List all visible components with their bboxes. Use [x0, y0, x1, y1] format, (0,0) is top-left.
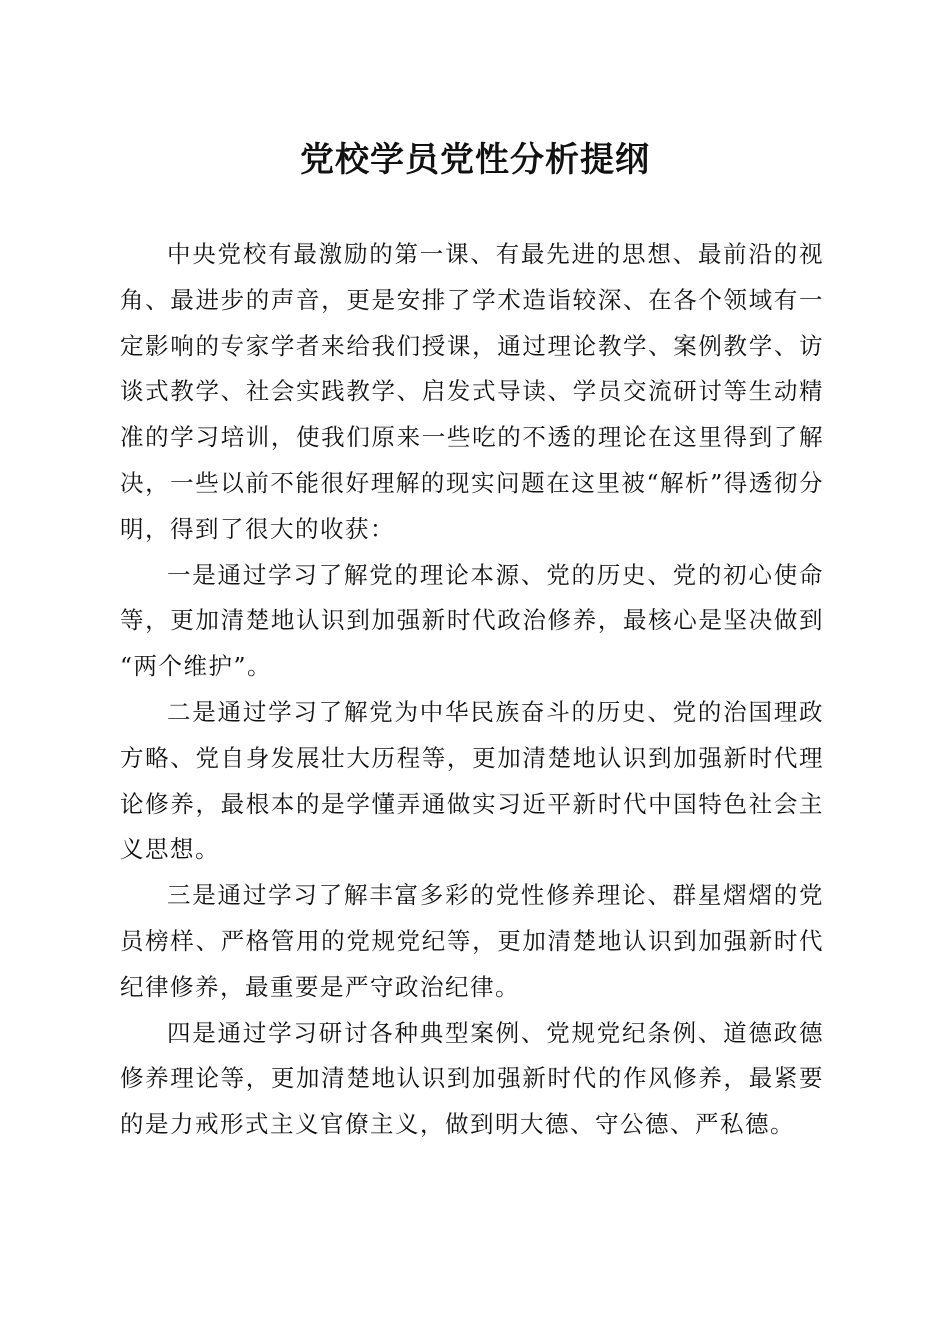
paragraph-point-four: 四是通过学习研讨各种典型案例、党规党纪条例、道德政德修养理论等，更加清楚地认识到加强新时代的作风修养，最紧要的是力戒形式主义官僚主义，做到明大德、守公德、严私德。 — [120, 1018, 824, 1139]
paragraph-intro: 中央党校有最激励的第一课、有最先进的思想、最前沿的视角、最进步的声音，更是安排了学术造诣较深、在各个领域有一定影响的专家学者来给我们授课，通过理论教学、案例教学、访谈式教学、社会实践教学、启发式导读、学员交流研讨等生动精准的学习培训，使我们原来一些吃的不透的理论在这里得到了解决，一些以前不能很好理解的现实问题在这里被“解析”得透彻分明，得到了很大的收获： — [120, 240, 824, 543]
document-body — [120, 232, 824, 1148]
paragraph-point-one: 一是通过学习了解党的理论本源、党的历史、党的初心使命等，更加清楚地认识到加强新时代政治修养，最核心是坚决做到“两个维护”。 — [120, 560, 824, 681]
paragraph-point-two: 二是通过学习了解党为中华民族奋斗的历史、党的治国理政方略、党自身发展壮大历程等，更加清楚地认识到加强新时代理论修养，最根本的是学懂弄通做实习近平新时代中国特色社会主义思想。 — [120, 697, 824, 864]
paragraph-point-three: 三是通过学习了解丰富多彩的党性修养理论、群星熠熠的党员榜样、严格管用的党规党纪等，更加清楚地认识到加强新时代纪律修养，最重要是严守政治纪律。 — [120, 881, 824, 1001]
document-title: 党校学员党性分析提纲 — [300, 140, 650, 180]
